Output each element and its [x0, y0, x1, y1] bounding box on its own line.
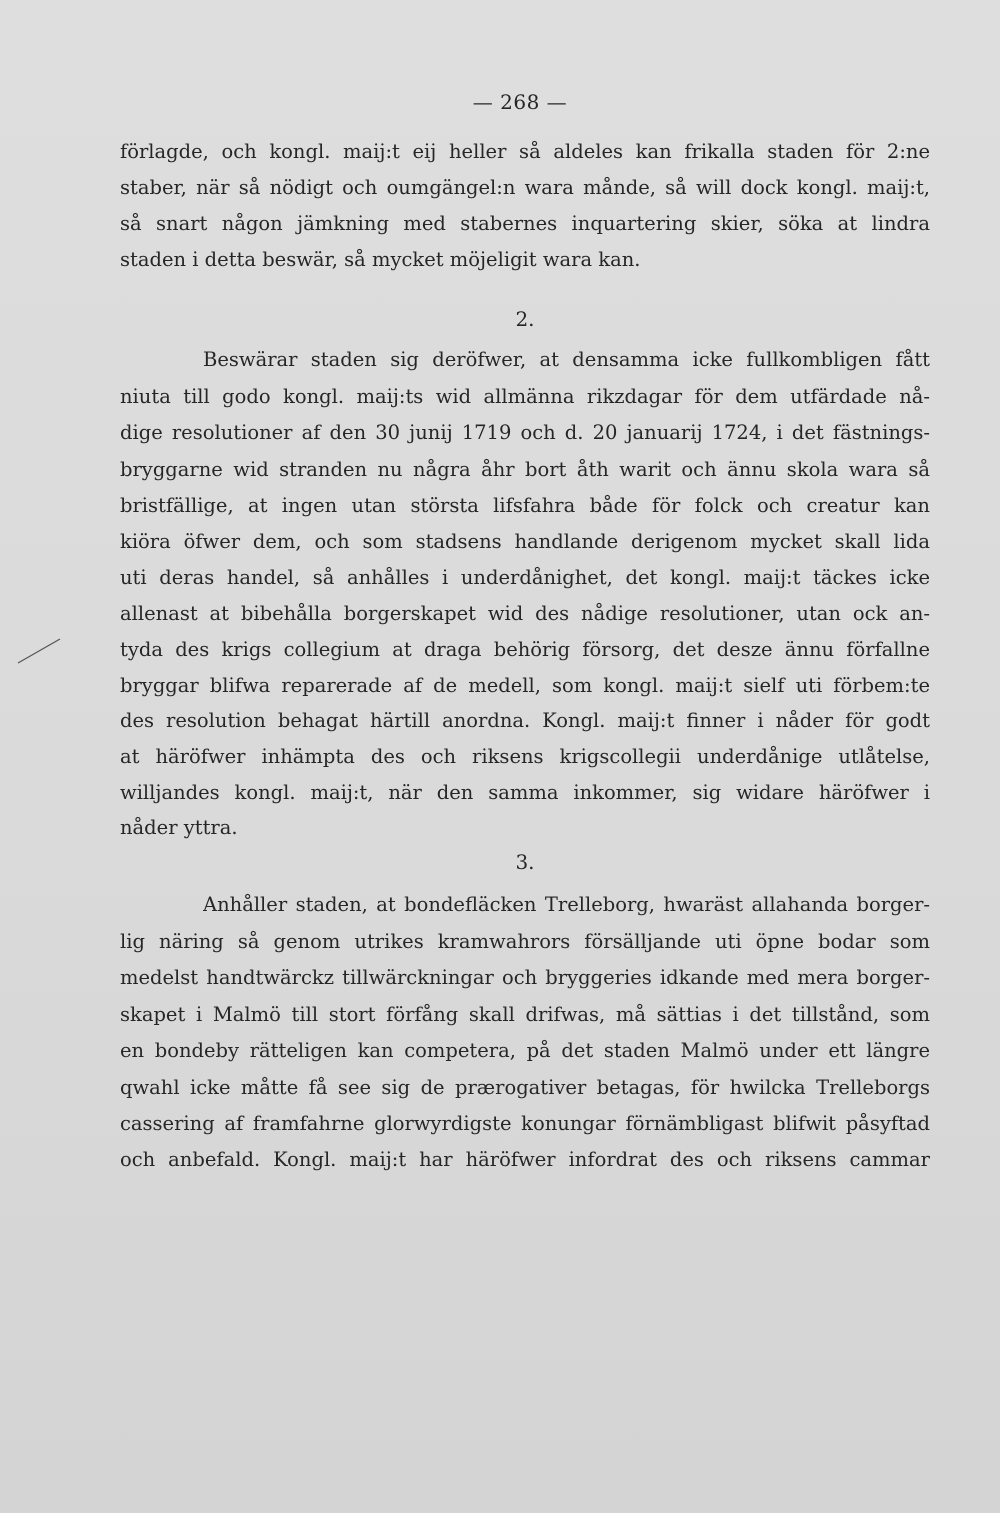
text-line: kiöra öfwer dem, och som stadsens handlande derigenom mycket skall lida: [120, 530, 930, 553]
text-line: tyda des krigs collegium at draga behörig försorg, det desze ännu förfallne: [120, 638, 930, 661]
text-line: qwahl icke måtte få see sig de prærogativer betagas, för hwilcka Trelleborgs: [120, 1076, 930, 1099]
text-line: staber, när så nödigt och oumgängel:n wara månde, så will dock kongl. maij:t,: [120, 176, 930, 199]
text-line: bristfällige, at ingen utan största lifsfahra både för folck och creatur kan: [120, 494, 930, 517]
text-line: willjandes kongl. maij:t, när den samma inkommer, sig widare häröfwer i: [120, 781, 930, 804]
text-line: uti deras handel, så anhålles i underdånighet, det kongl. maij:t täckes icke: [120, 566, 930, 589]
text-line: så snart någon jämkning med stabernes inquartering skier, söka at lindra: [120, 212, 930, 235]
text-line: Anhåller staden, at bondefläcken Trelleborg, hwaräst allahanda borger-: [203, 893, 930, 916]
text-line: Beswärar staden sig deröfwer, at densamma icke fullkombligen fått: [203, 348, 930, 371]
page-number: — 268 —: [472, 90, 568, 114]
text-line: lig näring så genom utrikes kramwahrors försälljande uti öpne bodar som: [120, 930, 930, 953]
text-line: dige resolutioner af den 30 junij 1719 och d. 20 januarij 1724, i det fästnings-: [120, 421, 930, 444]
text-line: staden i detta beswär, så mycket möjeligit wara kan.: [120, 248, 641, 271]
text-line: allenast at bibehålla borgerskapet wid des nådige resolutioner, utan ock an-: [120, 602, 930, 625]
text-line: medelst handtwärckz tillwärckningar och bryggeries idkande med mera borger-: [120, 966, 930, 989]
text-line: des resolution behagat härtill anordna. Kongl. maij:t finner i nåder för godt: [120, 709, 930, 732]
text-line: förlagde, och kongl. maij:t eij heller så aldeles kan frikalla staden för 2:ne: [120, 140, 930, 163]
text-line: och anbefald. Kongl. maij:t har häröfwer infordrat des och riksens cammar: [120, 1148, 930, 1171]
text-line: at häröfwer inhämpta des och riksens krigscollegii underdånige utlåtelse,: [120, 745, 930, 768]
text-line: nåder yttra.: [120, 816, 238, 839]
text-line: niuta till godo kongl. maij:ts wid allmänna rikzdagar för dem utfärdade nå-: [120, 385, 930, 408]
text-line: skapet i Malmö till stort förfång skall drifwas, må sättias i det tillstånd, som: [120, 1003, 930, 1026]
text-line: en bondeby rätteligen kan competera, på det staden Malmö under ett längre: [120, 1039, 930, 1062]
margin-mark: [14, 636, 64, 666]
text-line: bryggarne wid stranden nu några åhr bort åth warit och ännu skola wara så: [120, 458, 930, 481]
section-number: 3.: [515, 850, 535, 874]
section-number: 2.: [515, 307, 535, 331]
text-line: bryggar blifwa reparerade af de medell, som kongl. maij:t sielf uti förbem:te: [120, 674, 930, 697]
text-line: cassering af framfahrne glorwyrdigste konungar förnämbligast blifwit påsyftad: [120, 1112, 930, 1135]
